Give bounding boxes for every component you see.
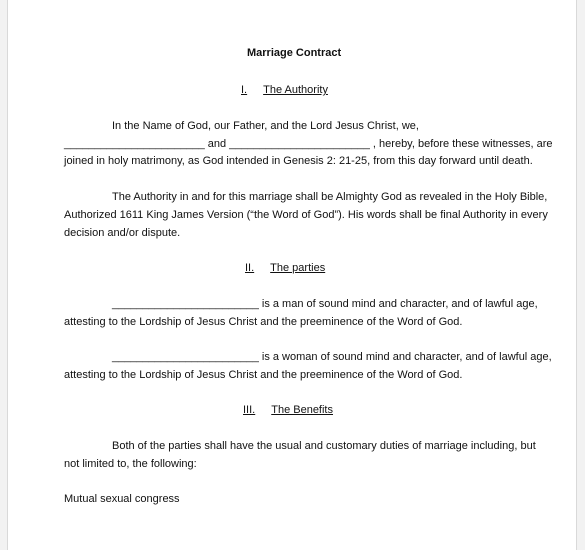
section-title: The Authority <box>263 84 328 96</box>
paragraph-line: ________________________ is a woman of sound mind and character, and of lawful age, <box>112 351 552 363</box>
section-heading-parties <box>245 262 325 274</box>
paragraph-line: attesting to the Lordship of Jesus Christ and the preeminence of the Word of God. <box>64 316 463 328</box>
section-number: III. <box>243 404 256 416</box>
document-page <box>7 0 577 550</box>
section-heading-benefits <box>243 404 333 416</box>
paragraph-line: decision and/or dispute. <box>64 227 181 239</box>
paragraph-line: Authorized 1611 King James Version (“the Word of God”). His words shall be final Authority in every <box>64 209 548 221</box>
paragraph-line: attesting to the Lordship of Jesus Christ and the preeminence of the Word of God. <box>64 369 463 381</box>
section-title: The parties <box>270 262 326 274</box>
paragraph-line: Both of the parties shall have the usual and customary duties of marriage including, but <box>112 440 536 452</box>
section-title: The Benefits <box>271 404 333 416</box>
paragraph-line: joined in holy matrimony, as God intended in Genesis 2: 21-25, from this day forward until death. <box>64 155 533 167</box>
section-heading-authority <box>241 84 328 96</box>
paragraph-line: In the Name of God, our Father, and the Lord Jesus Christ, we, <box>112 120 419 132</box>
section-number: I. <box>241 84 248 96</box>
document-title: Marriage Contract <box>247 47 342 59</box>
paragraph-line: _______________________ and _______________________ , hereby, before these witnesses, are <box>64 138 553 150</box>
section-number: II. <box>245 262 255 274</box>
paragraph-line: The Authority in and for this marriage shall be Almighty God as revealed in the Holy Bible, <box>112 191 548 203</box>
list-item: Mutual sexual congress <box>64 493 180 505</box>
paragraph-line: not limited to, the following: <box>64 458 197 470</box>
paragraph-line: ________________________ is a man of sound mind and character, and of lawful age, <box>112 298 538 310</box>
